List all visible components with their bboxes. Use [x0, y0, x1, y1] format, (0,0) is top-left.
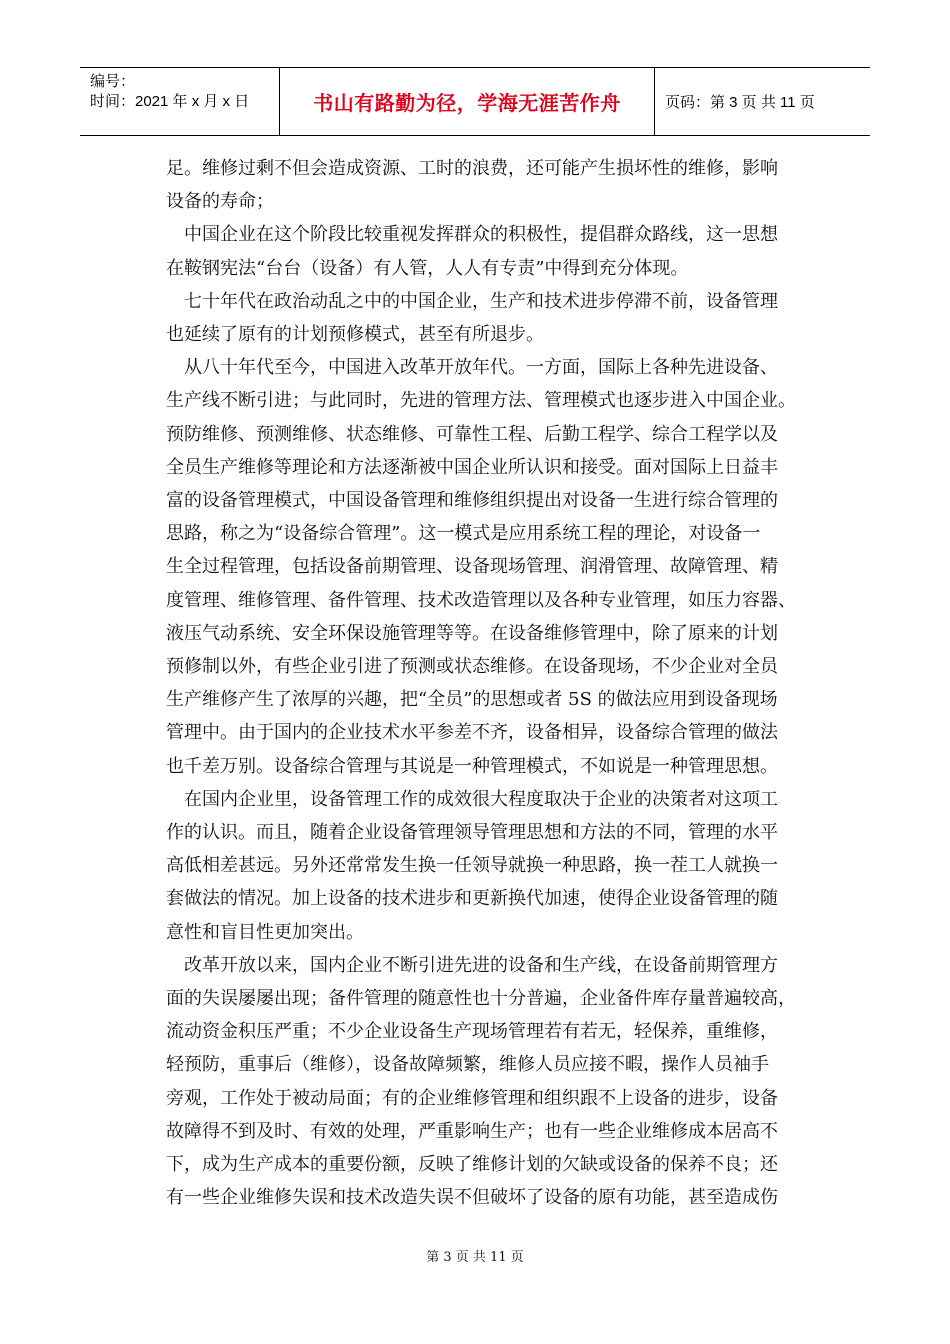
document-number: 编号：: [90, 73, 136, 90]
text-line: 轻预防，重事后（维修），设备故障频繁，维修人员应接不暇，操作人员袖手: [166, 1054, 769, 1076]
text-line: 预防维修、预测维修、状态维修、可靠性工程、后勤工程学、综合工程学以及: [166, 423, 778, 445]
text-line: 作的认识。而且，随着企业设备管理领导管理思想和方法的不同，管理的水平: [166, 822, 778, 844]
text-line: 也延续了原有的计划预修模式，甚至有所退步。: [166, 324, 544, 346]
text-line: 下，成为生产成本的重要份额，反映了维修计划的欠缺或设备的保养不良；还: [166, 1154, 778, 1176]
text-line: 中国企业在这个阶段比较重视发挥群众的积极性，提倡群众路线，这一思想: [166, 224, 778, 246]
text-line: 预修制以外，有些企业引进了预测或状态维修。在设备现场，不少企业对全员: [166, 656, 778, 678]
header-page-info: [655, 68, 870, 135]
text-line: 生产线不断引进；与此同时，先进的管理方法、管理模式也逐步进入中国企业。: [166, 390, 796, 412]
text-line: 高低相差甚远。另外还常常发生换一任领导就换一种思路，换一茬工人就换一: [166, 855, 778, 877]
text-line: 富的设备管理模式，中国设备管理和维修组织提出对设备一生进行综合管理的: [166, 490, 778, 512]
body-text: [166, 152, 846, 1215]
text-line: 面的失误屡屡出现；备件管理的随意性也十分普遍，企业备件库存量普遍较高，: [166, 988, 796, 1010]
text-line: 设备的寿命；: [166, 191, 274, 213]
text-line: 在国内企业里，设备管理工作的成效很大程度取决于企业的决策者对这项工: [166, 788, 778, 810]
text-line: 思路，称之为“设备综合管理”。这一模式是应用系统工程的理论，对设备一: [166, 523, 761, 545]
text-line: 足。维修过剩不但会造成资源、工时的浪费，还可能产生损坏性的维修，影响: [166, 158, 778, 179]
header-motto-cell: [280, 68, 655, 135]
text-line: 有一些企业维修失误和技术改造失误不但破坏了设备的原有功能，甚至造成伤: [166, 1187, 778, 1209]
page-number-info: 页码：第 3 页 共 11 页: [665, 94, 815, 111]
text-line: 生全过程管理，包括设备前期管理、设备现场管理、润滑管理、故障管理、精: [166, 556, 778, 578]
text-line: 意性和盲目性更加突出。: [166, 921, 364, 943]
text-line: 故障得不到及时、有效的处理，严重影响生产；也有一些企业维修成本居高不: [166, 1120, 778, 1142]
text-line: 七十年代在政治动乱之中的中国企业，生产和技术进步停滞不前，设备管理: [166, 290, 778, 312]
page-header: [80, 67, 870, 136]
text-line: 液压气动系统、安全环保设施管理等等。在设备维修管理中，除了原来的计划: [166, 622, 778, 644]
text-line: 旁观，工作处于被动局面；有的企业维修管理和组织跟不上设备的进步，设备: [166, 1087, 778, 1109]
text-line: 全员生产维修等理论和方法逐渐被中国企业所认识和接受。面对国际上日益丰: [166, 456, 778, 478]
text-line: 在鞍钢宪法“台台（设备）有人管，人人有专责”中得到充分体现。: [166, 257, 689, 279]
text-line: 套做法的情况。加上设备的技术进步和更新换代加速，使得企业设备管理的随: [166, 888, 778, 910]
text-line: 生产维修产生了浓厚的兴趣，把“全员”的思想或者 5S 的做法应用到设备现场: [166, 689, 778, 711]
page-footer: 第 3 页 共 11 页: [426, 1250, 524, 1265]
motto-text: 书山有路勤为径，学海无涯苦作舟: [313, 91, 621, 115]
text-line: 也千差万别。设备综合管理与其说是一种管理模式，不如说是一种管理思想。: [166, 755, 778, 777]
text-line: 从八十年代至今，中国进入改革开放年代。一方面，国际上各种先进设备、: [166, 357, 778, 379]
text-line: 流动资金积压严重；不少企业设备生产现场管理若有若无，轻保养，重维修，: [166, 1021, 778, 1043]
text-line: 改革开放以来，国内企业不断引进先进的设备和生产线，在设备前期管理方: [166, 954, 778, 976]
header-meta: [80, 68, 280, 135]
text-line: 管理中。由于国内的企业技术水平参差不齐，设备相异，设备综合管理的做法: [166, 722, 778, 744]
text-line: 度管理、维修管理、备件管理、技术改造管理以及各种专业管理，如压力容器、: [166, 589, 796, 611]
document-date: 时间：2021 年 x 月 x 日: [90, 93, 250, 110]
